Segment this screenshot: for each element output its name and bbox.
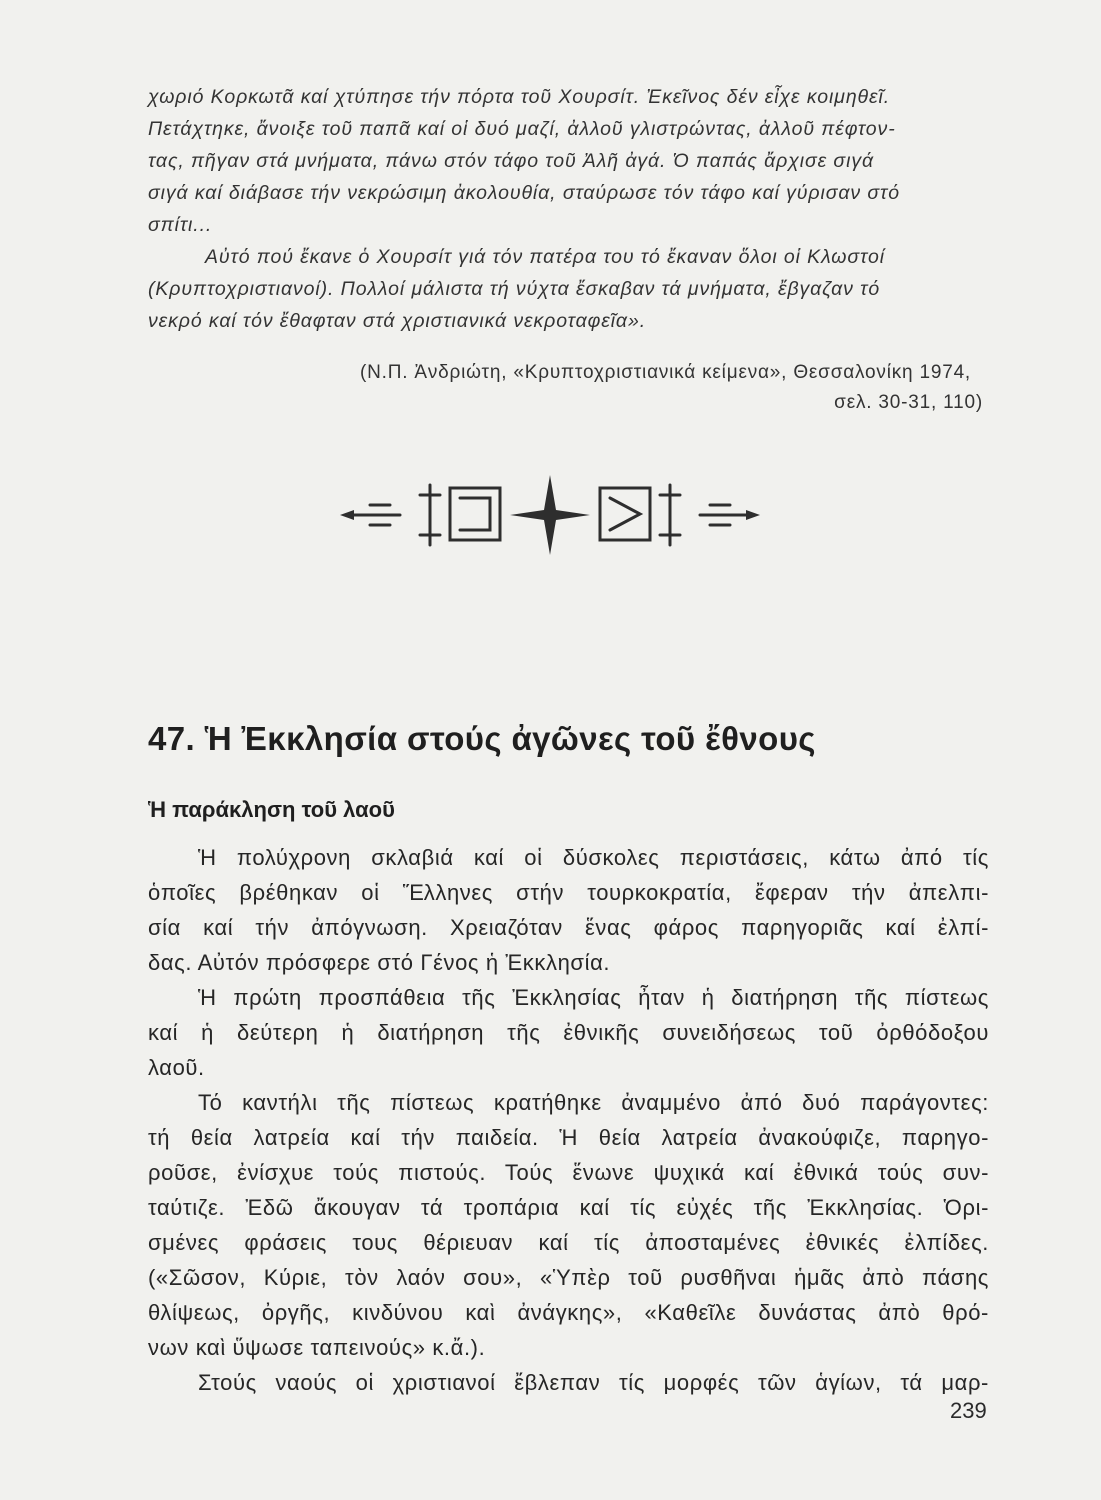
quote-line-2: Πετάχτηκε, ἄνοιξε τοῦ παπᾶ καί οἱ δυό μαζί, ἀλλοῦ γλιστρώντας, ἀλλοῦ πέφτον- — [148, 118, 896, 140]
quote-line-1: χωριό Κορκωτᾶ καί χτύπησε τήν πόρτα τοῦ Χουρσίτ. Ἐκεῖνος δέν εἶχε κοιμηθεῖ. — [148, 86, 891, 108]
page-number: 239 — [950, 1398, 987, 1423]
body-line-16: Στούς ναούς οἱ χριστιανοί ἔβλεπαν τίς μορφές τῶν ἁγίων, τά μαρ- — [198, 1370, 989, 1395]
body-line-13: («Σῶσον, Κύριε, τὸν λαόν σου», «Ὑπὲρ τοῦ ρυσθῆναι ἡμᾶς ἀπὸ πάσης — [148, 1265, 989, 1290]
ornament-divider-icon — [340, 470, 760, 560]
body-line-8: Τό καντήλι τῆς πίστεως κρατήθηκε ἀναμμένο ἀπό δυό παράγοντες: — [198, 1090, 989, 1115]
quote-line-6: Αὐτό πού ἔκανε ὁ Χουρσίτ γιά τόν πατέρα του τό ἔκαναν ὅλοι οἱ Κλωστοί — [205, 246, 885, 268]
quote-line-4: σιγά καί διάβασε τήν νεκρώσιμη ἀκολουθία, σταύρωσε τόν τάφο καί γύρισαν στό — [148, 182, 900, 204]
body-line-7: λαοῦ. — [148, 1055, 205, 1080]
body-line-10: ροῦσε, ἐνίσχυε τούς πιστούς. Τούς ἕνωνε ψυχικά καί ἐθνικά τούς συν- — [148, 1160, 989, 1185]
body-line-11: ταύτιζε. Ἐδῶ ἄκουγαν τά τροπάρια καί τίς εὐχές τῆς Ἐκκλησίας. Ὁρι- — [148, 1195, 989, 1220]
citation-line-1: (Ν.Π. Ἀνδριώτη, «Κρυπτοχριστιανικά κείμενα», Θεσσαλονίκη 1974, — [360, 362, 972, 383]
body-line-9: τή θεία λατρεία καί τήν παιδεία. Ἡ θεία λατρεία ἀνακούφιζε, παρηγο- — [148, 1125, 989, 1150]
body-line-2: ὁποῖες βρέθηκαν οἱ Ἕλληνες στήν τουρκοκρατία, ἔφεραν τήν ἀπελπι- — [148, 880, 989, 905]
quote-line-5: σπίτι... — [148, 214, 213, 236]
body-line-3: σία καί τήν ἀπόγνωση. Χρειαζόταν ἕνας φάρος παρηγοριᾶς καί ἐλπί- — [148, 915, 989, 940]
quote-line-7: (Κρυπτοχριστιανοί). Πολλοί μάλιστα τή νύχτα ἔσκαβαν τά μνήματα, ἔβγαζαν τό — [148, 278, 881, 300]
body-line-1: Ἡ πολύχρονη σκλαβιά καί οἱ δύσκολες περιστάσεις, κάτω ἀπό τίς — [198, 845, 989, 870]
body-line-4: δας. Αὐτόν πρόσφερε στό Γένος ἡ Ἐκκλησία. — [148, 950, 611, 975]
body-line-6: καί ἡ δεύτερη ἡ διατήρηση τῆς ἐθνικῆς συνειδήσεως τοῦ ὀρθόδοξου — [148, 1020, 989, 1045]
quote-line-3: τας, πῆγαν στά μνήματα, πάνω στόν τάφο τοῦ Ἀλῆ ἀγά. Ὁ παπάς ἄρχισε σιγά — [148, 150, 874, 172]
body-line-15: νων καὶ ὕψωσε ταπεινούς» κ.ἄ.). — [148, 1335, 486, 1360]
body-line-12: σμένες φράσεις τους θέριευαν καί τίς ἀποσταμένες ἐθνικές ἐλπίδες. — [148, 1230, 989, 1255]
body-line-5: Ἡ πρώτη προσπάθεια τῆς Ἐκκλησίας ἦταν ἡ διατήρηση τῆς πίστεως — [198, 985, 989, 1010]
body-line-14: θλίψεως, ὀργῆς, κινδύνου καὶ ἀνάγκης», «Καθεῖλε δυνάστας ἀπὸ θρό- — [148, 1300, 989, 1325]
section-title: 47. Ἡ Ἐκκλησία στούς ἀγῶνες τοῦ ἔθνους — [148, 720, 816, 757]
quote-line-8: νεκρό καί τόν ἔθαφταν στά χριστιανικά νεκροταφεῖα». — [148, 310, 647, 332]
section-subtitle: Ἡ παράκληση τοῦ λαοῦ — [148, 797, 395, 822]
citation-line-2: σελ. 30-31, 110) — [834, 392, 983, 413]
